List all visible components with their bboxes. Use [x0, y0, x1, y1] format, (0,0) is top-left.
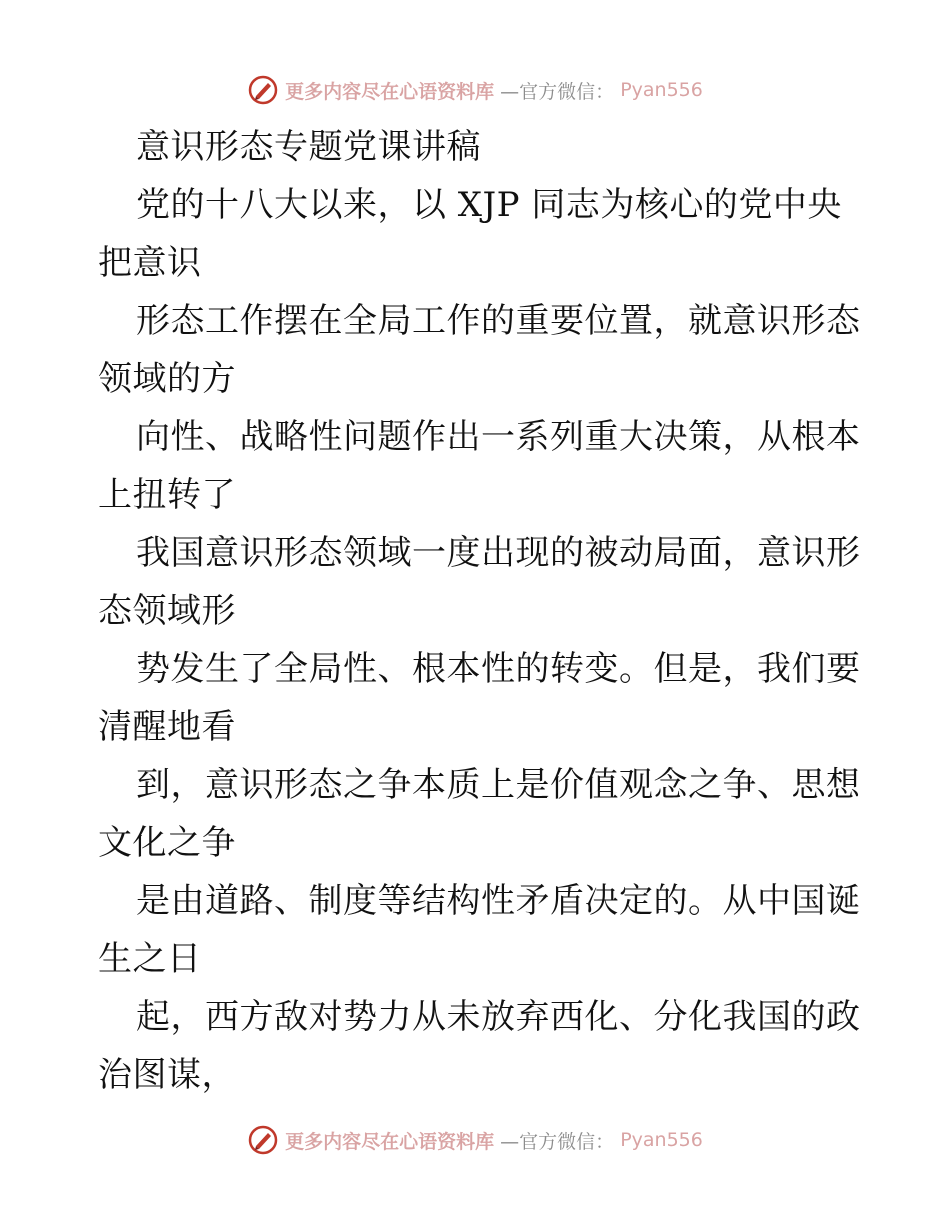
document-line: 向性、战略性问题作出一系列重大决策，从根本: [136, 417, 861, 457]
document-line: 把意识: [98, 243, 202, 283]
pen-seal-icon: [247, 74, 279, 106]
watermark-footer: [0, 1120, 950, 1160]
document-line: 到，意识形态之争本质上是价值观念之争、思想: [136, 765, 861, 805]
document-line: 领域的方: [98, 359, 236, 399]
document-line: 治图谋，: [98, 1055, 236, 1095]
watermark-separator: —官方微信：: [500, 80, 615, 103]
watermark-brand-text: 更多内容尽在心语资料库: [285, 80, 495, 103]
document-line: 态领域形: [98, 591, 236, 631]
document-line: 起，西方敌对势力从未放弃西化、分化我国的政: [136, 997, 861, 1037]
document-line: 清醒地看: [98, 707, 236, 747]
document-body: [98, 118, 861, 1104]
watermark-handle: Pyan556: [620, 1129, 703, 1151]
document-line: 党的十八大以来，以 XJP 同志为核心的党中央: [136, 185, 842, 225]
document-line: 我国意识形态领域一度出现的被动局面，意识形: [136, 533, 861, 573]
document-line: 上扭转了: [98, 475, 236, 515]
document-line: 生之日: [98, 939, 202, 979]
watermark-separator: —官方微信：: [500, 1130, 615, 1153]
watermark-brand-text: 更多内容尽在心语资料库: [285, 1130, 495, 1153]
document-line: 形态工作摆在全局工作的重要位置，就意识形态: [136, 301, 861, 341]
document-line: 势发生了全局性、根本性的转变。但是，我们要: [136, 649, 861, 689]
document-line: 文化之争: [98, 823, 236, 863]
watermark-header: [0, 70, 950, 110]
document-title: 意识形态专题党课讲稿: [136, 127, 481, 167]
document-line: 是由道路、制度等结构性矛盾决定的。从中国诞: [136, 881, 861, 921]
watermark-handle: Pyan556: [620, 79, 703, 101]
pen-seal-icon: [247, 1124, 279, 1156]
